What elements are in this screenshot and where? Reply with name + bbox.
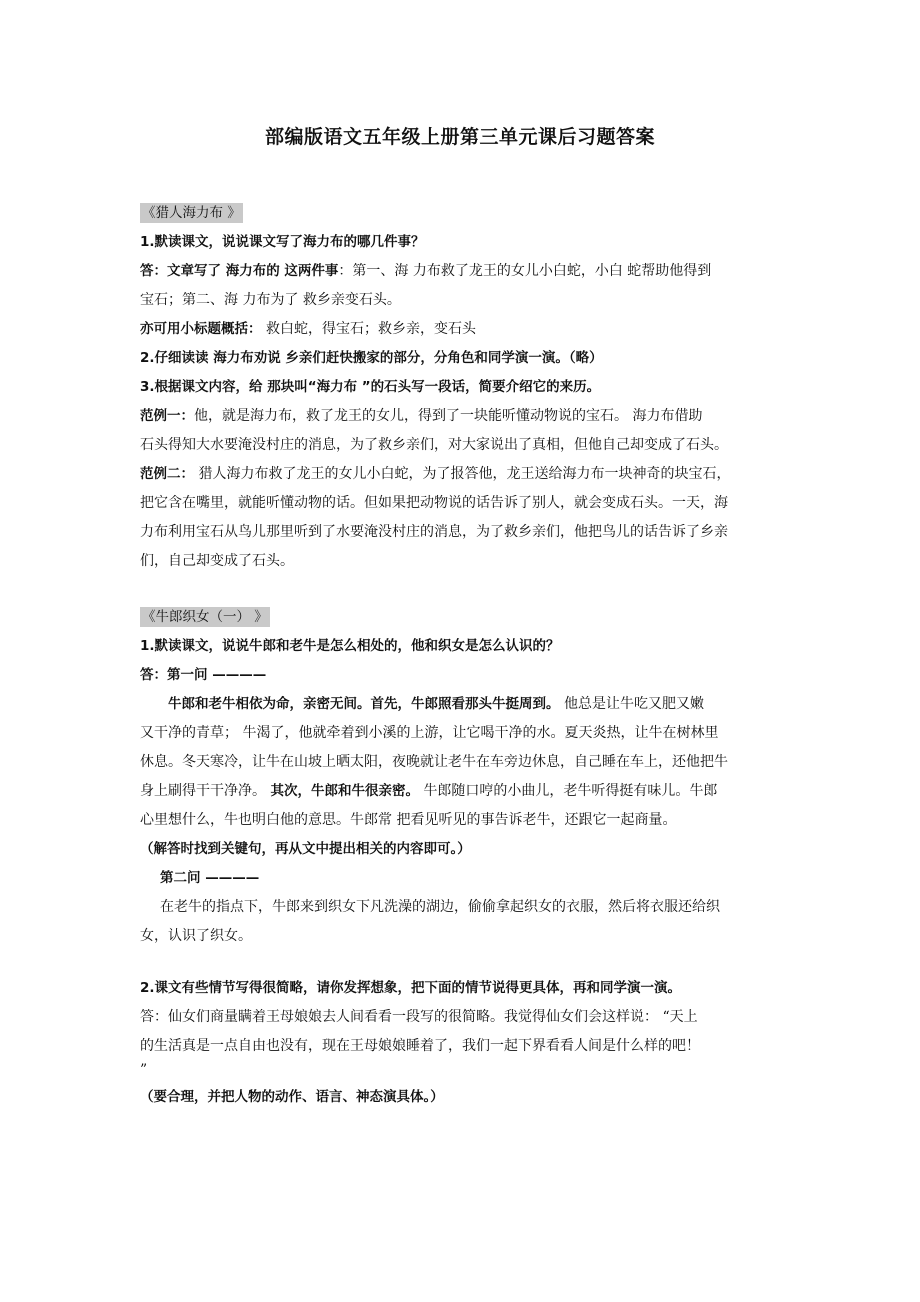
question-2: 2.仔细读读 海力布劝说 乡亲们赶快搬家的部分，分角色和同学演一演。（略） xyxy=(140,350,603,366)
summary-text: 救白蛇，得宝石；救乡亲，变石头 xyxy=(261,321,476,337)
question-1: 1.默读课文，说说牛郎和老牛是怎么相处的，他和织女是怎么认识的？ xyxy=(140,638,560,654)
paragraph-line: 心里想什么，牛也明白他的意思。牛郎常 把看见听见的事告诉老牛，还跟它一起商量。 xyxy=(140,812,677,828)
paragraph-line: 又干净的青草； 牛渴了，他就牵着到小溪的上游，让它喝干净的水。夏天炎热，让牛在树林里 xyxy=(140,725,719,741)
question-1: 1.默读课文，说说课文写了海力布的哪几件事？ xyxy=(140,234,425,250)
paragraph-text: 身上刷得干干净净。 xyxy=(140,783,271,799)
section-heading xyxy=(140,199,780,228)
answer-text: ：第一、海 力布救了龙王的女儿小白蛇，小白 蛇帮助他得到 xyxy=(338,263,712,279)
section-heading xyxy=(140,603,780,632)
summary-label: 亦可用小标题概括： xyxy=(140,321,262,337)
question-3: 3.根据课文内容，给 那块叫“海力布 ”的石头写一段话，简要介绍它的来历。 xyxy=(140,379,601,395)
example-1-line-2: 石头得知大水要淹没村庄的消息，为了救乡亲们，对大家说出了真相，但他自己却变成了石头。 xyxy=(140,437,728,453)
summary-line xyxy=(140,315,780,344)
answer-second-part: 第二问 ———— xyxy=(160,870,260,886)
answer-line: 答：仙女们商量瞒着王母娘娘去人间看看一段写的很简略。我觉得仙女们会这样说： “天上 xyxy=(140,1009,698,1025)
question-2: 2.课文有些情节写得很简略，请你发挥想象，把下面的情节说得更具体，再和同学演一演。 xyxy=(140,980,682,996)
paragraph-line xyxy=(140,690,780,719)
paragraph-line: 女，认识了织女。 xyxy=(140,928,252,944)
answer-1-line-2: 宝石；第二、海 力布为了 救乡亲变石头。 xyxy=(140,292,401,308)
example-2-text: 猎人海力布救了龙王的女儿小白蛇，为了报答他，龙王送给海力布一块神奇的块宝石， xyxy=(194,466,731,482)
paragraph-text: 牛郎随口哼的小曲儿，老牛听得挺有味儿。牛郎 xyxy=(418,783,718,799)
answer-1-line-1 xyxy=(140,257,780,286)
paragraph-line: 在老牛的指点下，牛郎来到织女下凡洗澡的湖边，偷偷拿起织女的衣服，然后将衣服还给织 xyxy=(160,899,720,915)
example-2-line-2: 把它含在嘴里，就能听懂动物的话。但如果把动物说的话告诉了别人，就会变成石头。一天，海 xyxy=(140,495,728,511)
paragraph-text: 他总是让牛吃又肥又嫩 xyxy=(559,696,704,712)
key-sentence: 牛郎和老牛相依为命，亲密无间。首先，牛郎照看那头牛挺周到。 xyxy=(168,696,560,712)
key-sentence: 其次，牛郎和牛很亲密。 xyxy=(270,783,419,799)
answer-note: （解答时找到关键句，再从文中提出相关的内容即可。） xyxy=(140,841,471,857)
lesson-title-highlight: 《猎人海力布 》 xyxy=(142,205,241,221)
example-1-line-1 xyxy=(140,402,780,431)
document-body xyxy=(140,199,780,1112)
example-2-line-4: 们，自己却变成了石头。 xyxy=(140,553,294,569)
page-title: 部编版语文五年级上册第三单元课后习题答案 xyxy=(264,126,655,148)
lesson-title-highlight: 《牛郎织女（一） 》 xyxy=(142,609,268,625)
example-2-line-1 xyxy=(140,460,780,489)
example-2-line-3: 力布利用宝石从鸟儿那里听到了水要淹没村庄的消息，为了救乡亲们，他把鸟儿的话告诉了乡亲 xyxy=(140,524,728,540)
paragraph-line: 休息。冬天寒冷，让牛在山坡上晒太阳，夜晚就让老牛在车旁边休息，自己睡在车上，还他把牛 xyxy=(140,754,728,770)
answer-line: ” xyxy=(140,1062,148,1078)
answer-line: 的生活真是一点自由也没有，现在王母娘娘睡着了，我们一起下界看看人间是什么样的吧！ xyxy=(140,1038,700,1054)
answer-label: 答：文章写了 海力布的 这两件事 xyxy=(140,263,339,279)
answer-first-part: 答：第一问 ———— xyxy=(140,667,267,683)
paragraph-line xyxy=(140,777,780,806)
answer-note: （要合理，并把人物的动作、语言、神态演具体。） xyxy=(140,1089,444,1105)
example-2-label: 范例二： xyxy=(140,466,194,482)
example-1-label: 范例一： xyxy=(140,408,194,424)
example-1-text: 他，就是海力布，救了龙王的女儿，得到了一块能听懂动物说的宝石。 海力布借助 xyxy=(194,408,703,424)
